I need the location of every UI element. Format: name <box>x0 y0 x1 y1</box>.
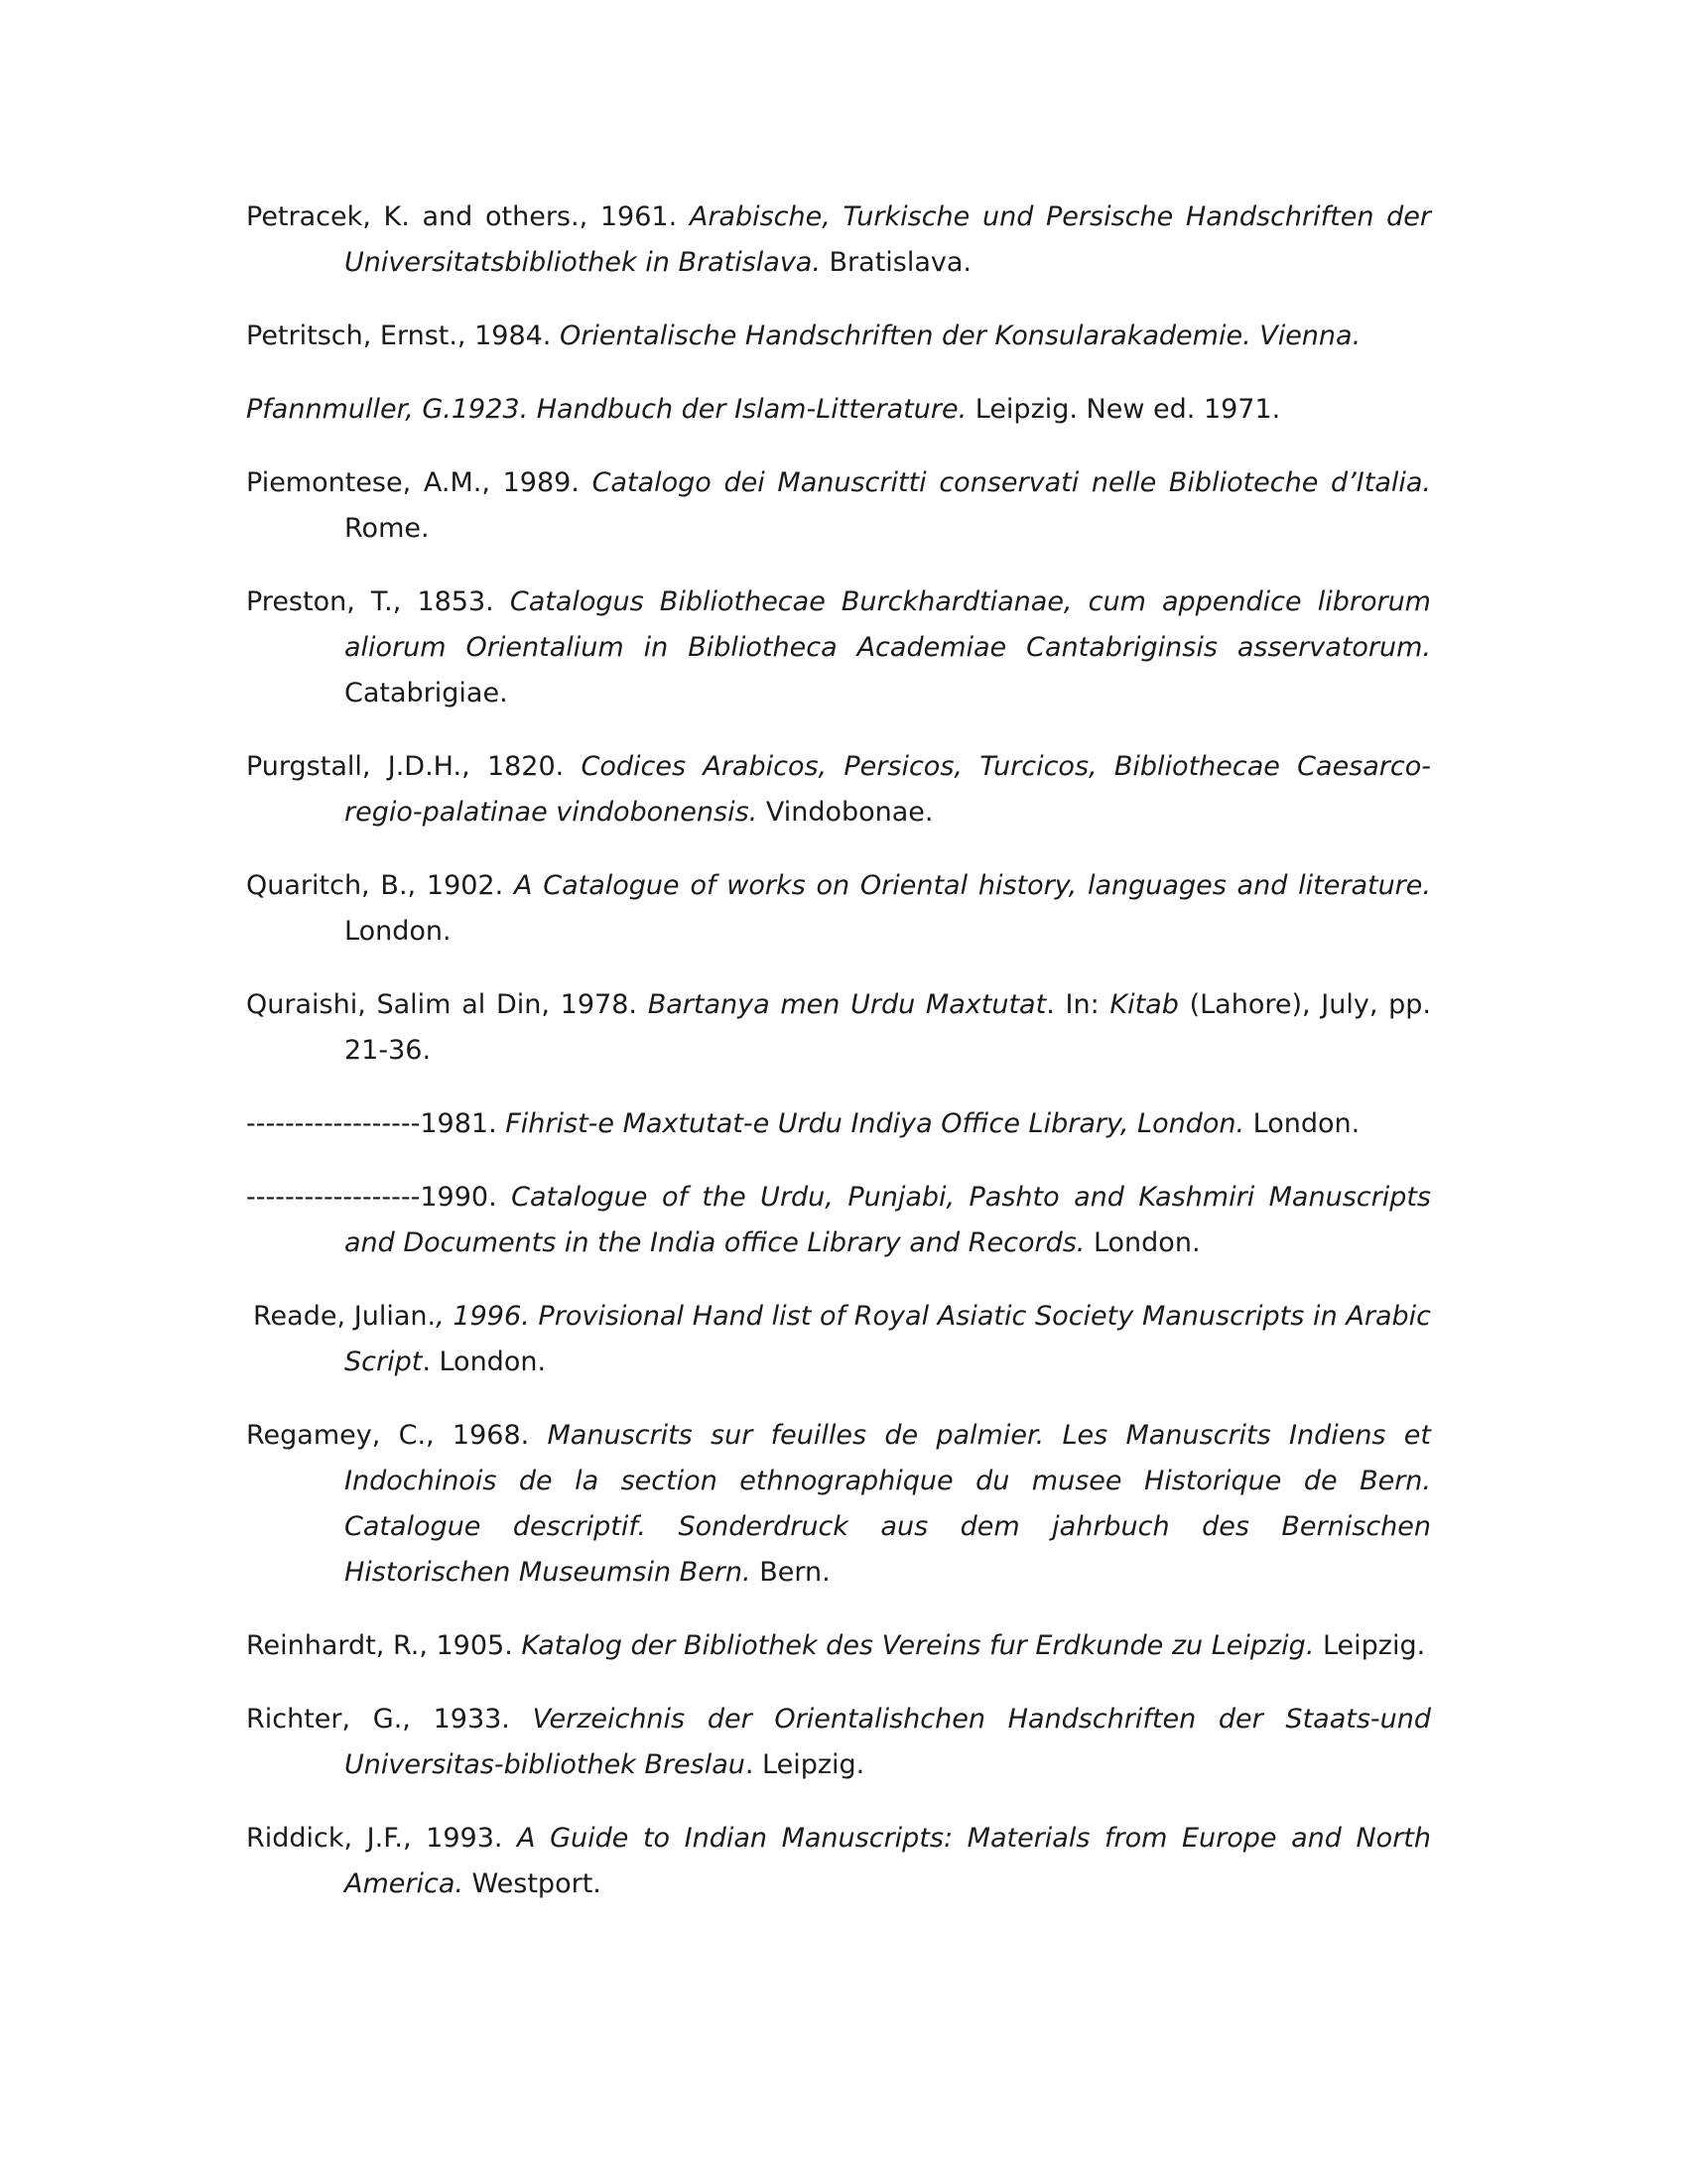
entry-text: Preston, T., 1853. <box>246 586 510 617</box>
entry-title-text: Katalog der Bibliothek des Vereins fur Erdkunde zu Leipzig. <box>521 1630 1315 1661</box>
bibliography-entry <box>246 982 1431 1074</box>
entry-text: Westport. <box>462 1868 601 1899</box>
entry-title-text: Catalogus Bibliothecae Burckhardtianae, cum appendice librorum aliorum Orientalium in Bibliotheca Academiae Cantabriginsis asservatorum. <box>344 586 1431 663</box>
entry-text: ------------------1981. <box>246 1108 506 1139</box>
bibliography-entry <box>246 1697 1431 1788</box>
bibliography-entry <box>246 1816 1431 1907</box>
entry-text: . London. <box>422 1347 547 1377</box>
bibliography-entry <box>246 1413 1431 1596</box>
bibliography-entry <box>246 387 1431 433</box>
entry-text: Richter, G., 1933. <box>246 1704 533 1734</box>
entry-text: (Lahore), July, pp. 21-36. <box>344 989 1432 1066</box>
entry-title-text: Catalogo dei Manuscritti conservati nelle Biblioteche d’Italia. <box>591 467 1431 498</box>
entry-text: Bern. <box>750 1557 831 1588</box>
bibliography-entry <box>246 1101 1431 1147</box>
entry-title-text: Verzeichnis der Orientalishchen Handschriften der Staats-und Universitas-bibliothek Breslau <box>344 1704 1432 1780</box>
entry-title-text: A Guide to Indian Manuscripts: Materials from Europe and North America. <box>344 1823 1431 1899</box>
entry-title-text: Codices Arabicos, Persicos, Turcicos, Bibliothecae Caesarco-regio-palatinae vindobonensis. <box>344 751 1431 828</box>
bibliography-entry <box>246 863 1431 955</box>
entry-text: London. <box>344 916 452 947</box>
entry-text: Petracek, K. and others., 1961. <box>246 201 690 232</box>
entry-title-text: Bartanya men Urdu Maxtutat <box>647 989 1047 1020</box>
entry-text: Leipzig. <box>1314 1630 1426 1661</box>
entry-text: Vindobonae. <box>757 797 934 828</box>
entry-text: Reade, Julian. <box>253 1301 437 1332</box>
entry-text: Petritsch, Ernst., 1984. <box>246 321 560 351</box>
bibliography-entry <box>246 1175 1431 1266</box>
entry-title-text: Pfannmuller, G.1923. Handbuch der Islam-Litterature. <box>246 394 968 425</box>
entry-text: Regamey, C., 1968. <box>246 1420 548 1451</box>
entry-text: Piemontese, A.M., 1989. <box>246 467 592 498</box>
entry-text: London. <box>1085 1227 1201 1258</box>
entry-title-text: Catalogue of the Urdu, Punjabi, Pashto and Kashmiri Manuscripts and Documents in the India office Library and Records. <box>344 1182 1432 1258</box>
entry-title-text: Kitab <box>1109 989 1179 1020</box>
entry-text: ------------------1990. <box>246 1182 512 1213</box>
entry-title-text: Arabische, Turkische und Persische Handschriften der Universitatsbibliothek in Bratislava. <box>344 201 1431 278</box>
entry-text: Rome. <box>344 513 430 544</box>
entry-text: Reinhardt, R., 1905. <box>246 1630 522 1661</box>
bibliography-entry <box>246 744 1431 835</box>
entry-text: London. <box>1244 1108 1361 1139</box>
bibliography-entry <box>253 1294 1431 1385</box>
entry-text: Bratislava. <box>820 247 972 278</box>
bibliography-list <box>246 194 1431 1935</box>
entry-title-text: , 1996. Provisional Hand list of Royal Asiatic Society Manuscripts in Arabic Script <box>344 1301 1432 1377</box>
entry-text: . In: <box>1046 989 1110 1020</box>
entry-title-text: Fihrist-e Maxtutat-e Urdu Indiya Office Library, London. <box>505 1108 1245 1139</box>
entry-title-text: Orientalische Handschriften der Konsularakademie. Vienna. <box>559 321 1362 351</box>
bibliography-entry <box>246 314 1431 359</box>
entry-text: Catabrigiae. <box>344 678 508 708</box>
entry-text: Quraishi, Salim al Din, 1978. <box>246 989 648 1020</box>
entry-title-text: A Catalogue of works on Oriental history, languages and literature. <box>513 870 1431 901</box>
entry-text: Leipzig. New ed. 1971. <box>967 394 1281 425</box>
bibliography-entry <box>246 1623 1431 1669</box>
entry-text: Purgstall, J.D.H., 1820. <box>246 751 582 782</box>
entry-text: . Leipzig. <box>744 1749 865 1780</box>
entry-text: Riddick, J.F., 1993. <box>246 1823 518 1854</box>
entry-title-text: Manuscrits sur feuilles de palmier. Les Manuscrits Indiens et Indochinois de la section ethnographique du musee Historique de Bern. Catalogue descriptif. Sonderdruck aus dem jahrbuch des Bernischen Historischen Museumsin Bern. <box>344 1420 1431 1588</box>
bibliography-entry <box>246 460 1431 552</box>
bibliography-entry <box>246 579 1431 716</box>
bibliography-entry <box>246 194 1431 286</box>
entry-text: Quaritch, B., 1902. <box>246 870 514 901</box>
